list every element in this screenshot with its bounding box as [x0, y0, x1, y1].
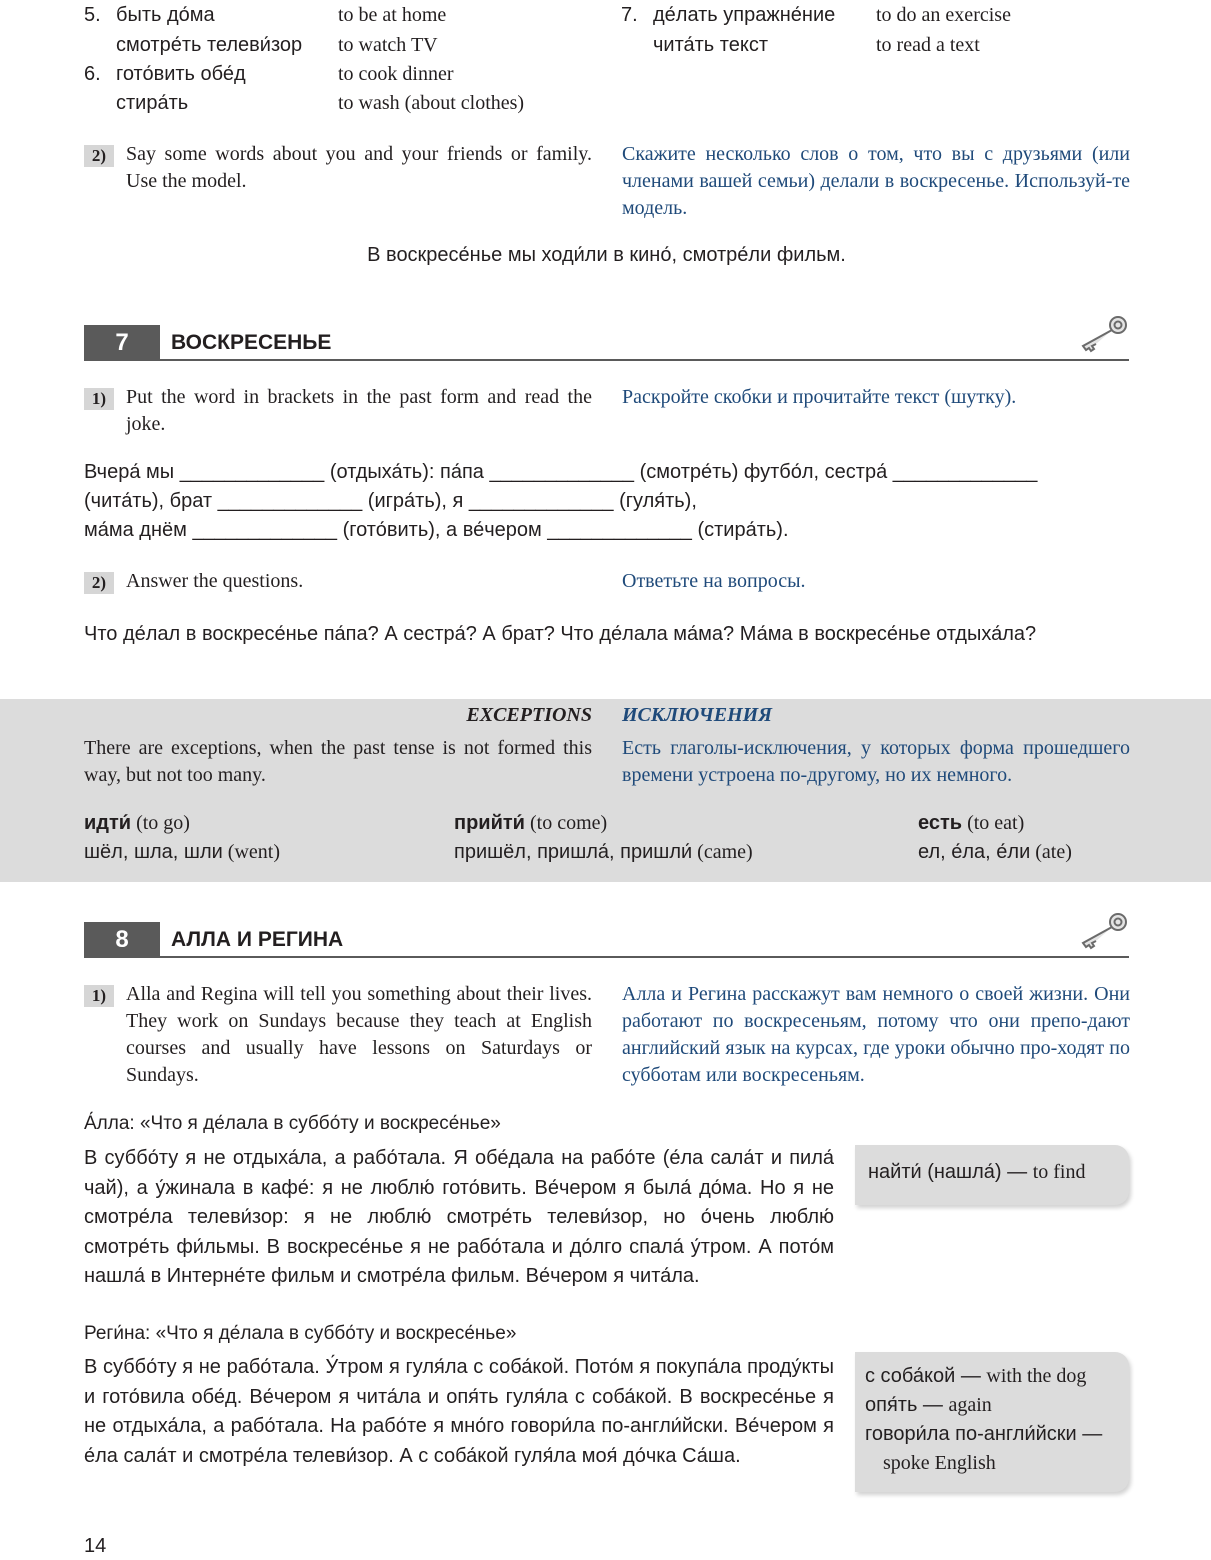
task-number: 2)	[84, 572, 114, 594]
alla-heading: А́лла: «Что я де́лала в суббо́ту и воскресе́нье»	[84, 1113, 501, 1134]
model-sentence: В воскресе́нье мы ходи́ли в кино́, смотре́ли фильм.	[367, 244, 846, 266]
verb: прийти́	[454, 812, 525, 834]
verb-forms: пришёл, пришла́, пришли́	[454, 841, 693, 863]
vocab-russian: стира́ть	[116, 92, 189, 114]
verb-forms-gloss: (ate)	[1035, 841, 1072, 863]
exceptions-text-ru: Есть глаголы-исключения, у которых форма прошедшего времени устроена по-другому, но их немного.	[622, 737, 1130, 786]
page-number: 14	[84, 1535, 107, 1557]
vocab-english: to wash (about clothes)	[338, 92, 525, 114]
section-title: ВОСКРЕСЕНЬЕ	[171, 331, 332, 354]
note-english: spoke English	[883, 1452, 996, 1474]
regina-note-box	[855, 1352, 1129, 1492]
regina-heading: Реги́на: «Что я де́лала в суббо́ту и воскресе́нье»	[84, 1323, 517, 1344]
verb: идти́	[84, 812, 132, 834]
task-number: 1)	[84, 985, 114, 1007]
task-instruction-en: Say some words about you and your friends or family. Use the model.	[126, 143, 592, 192]
verb-gloss: (to come)	[529, 812, 608, 834]
task-instruction-en: Answer the questions.	[126, 570, 304, 592]
exception-verb	[84, 809, 280, 867]
vocab-number: 6.	[84, 63, 101, 85]
note-english: again	[948, 1394, 992, 1416]
section-number: 7	[84, 325, 160, 361]
verb-forms: шёл, шла, шли	[84, 841, 223, 863]
task-instruction-ru: Скажите несколько слов о том, что вы с друзьями (или членами вашей семьи) делали в воскресенье. Используй-те модель.	[622, 143, 1130, 219]
vocab-english: to be at home	[338, 4, 447, 26]
vocab-english: to do an exercise	[876, 4, 1011, 26]
note-russian: с соба́кой —	[865, 1365, 981, 1387]
exceptions-title-ru: ИСКЛЮЧЕНИЯ	[622, 704, 772, 726]
task-instruction-ru: Ответьте на вопросы.	[622, 570, 806, 592]
exceptions-text-en: There are exceptions, when the past tense is not formed this way, but not too many.	[84, 737, 592, 786]
vocab-russian: смотре́ть телеви́зор	[116, 34, 303, 56]
task-number: 2)	[84, 145, 114, 167]
exercise-line: ма́ма днём _____________ (гото́вить), а ве́чером _____________ (стира́ть).	[84, 519, 789, 541]
note-russian: опя́ть —	[865, 1394, 943, 1416]
vocab-english: to watch TV	[338, 34, 438, 56]
key-icon	[1077, 912, 1129, 954]
section-8-header	[84, 922, 1129, 958]
note-english: with the dog	[986, 1365, 1087, 1387]
exception-verb	[918, 809, 1072, 867]
vocab-russian: быть до́ма	[116, 4, 215, 26]
verb-gloss: (to go)	[136, 812, 190, 834]
note-english: to find	[1032, 1161, 1086, 1183]
questions: Что де́лал в воскресе́нье па́па? А сестра́? А брат? Что де́лала ма́ма? Ма́ма в воскресе́нье отдыха́ла?	[84, 623, 1037, 645]
section-title: АЛЛА И РЕГИНА	[171, 928, 344, 951]
verb-forms: ел, е́ла, е́ли	[918, 841, 1031, 863]
section-rule	[160, 956, 1129, 958]
exception-verb	[454, 809, 753, 867]
task-instruction-ru: Алла и Регина расскажут вам немного о своей жизни. Они работают по воскресеньям, потому что они препо-дают английский язык на курсах, где уроки обычно про-ходят по субботам или воскресеньям.	[622, 983, 1130, 1086]
alla-note-box	[855, 1145, 1129, 1205]
exercise-line: Вчера́ мы _____________ (отдыха́ть): па́па _____________ (смотре́ть) футбо́л, сестра́ _____________	[84, 461, 1038, 483]
vocab-english: to cook dinner	[338, 63, 454, 85]
verb: есть	[918, 812, 963, 834]
verb-gloss: (to eat)	[967, 812, 1025, 834]
vocab-russian: де́лать упражне́ние	[653, 4, 836, 26]
section-number: 8	[84, 922, 160, 958]
vocab-russian: гото́вить обе́д	[116, 63, 246, 85]
verb-forms-gloss: (came)	[697, 841, 753, 863]
task-instruction-en: Put the word in brackets in the past form and read the joke.	[126, 386, 592, 435]
vocab-russian: чита́ть текст	[653, 34, 768, 56]
vocab-number: 7.	[621, 4, 638, 26]
task-instruction-ru: Раскройте скобки и прочитайте текст (шутку).	[622, 386, 1017, 408]
exceptions-title-en: EXCEPTIONS	[466, 704, 592, 726]
task-instruction-en: Alla and Regina will tell you something about their lives. They work on Sundays because they teach at English courses and usually have lessons on Saturdays or Sundays.	[126, 983, 592, 1086]
key-icon	[1077, 315, 1129, 357]
vocab-english: to read a text	[876, 34, 980, 56]
section-rule	[160, 359, 1129, 361]
alla-text: В суббо́ту я не отдыха́ла, а рабо́тала. Я обе́дала на рабо́те (е́ла сала́т и пила́ чай), а у́жинала в кафе́: я не люблю́ гото́вить. Ве́чером я была́ до́ма. Но я не смотре́ла телеви́зор: я не люблю́ смотре́ть телеви́зор, но о́чень люблю́ смотре́ть фи́льмы. В воскресе́нье я не рабо́тала и до́лго спала́ у́тром. А пото́м нашла́ в Интерне́те фильм и смотре́ла фильм. Ве́чером я чита́ла.	[84, 1147, 834, 1287]
note-russian: найти́ (нашла́) —	[868, 1161, 1028, 1183]
note-russian: говори́ла по-англи́йски —	[865, 1423, 1103, 1445]
task-number: 1)	[84, 388, 114, 410]
vocab-number: 5.	[84, 4, 101, 26]
section-7-header	[84, 325, 1129, 361]
regina-text: В суббо́ту я не рабо́тала. У́тром я гуля́ла с соба́кой. Пото́м я покупа́ла проду́кты и гото́вила обе́д. Ве́чером я чита́ла и опя́ть гуля́ла с соба́кой. В воскресе́нье я не отдыха́ла, а рабо́тала. На рабо́те я мно́го говори́ла по-англи́йски. Ве́чером я е́ла сала́т и смотре́ла телеви́зор. А с соба́кой гуля́ла моя́ до́чка Са́ша.	[84, 1356, 834, 1467]
exercise-line: (чита́ть), брат _____________ (игра́ть), я _____________ (гуля́ть),	[84, 490, 697, 512]
verb-forms-gloss: (went)	[227, 841, 280, 863]
